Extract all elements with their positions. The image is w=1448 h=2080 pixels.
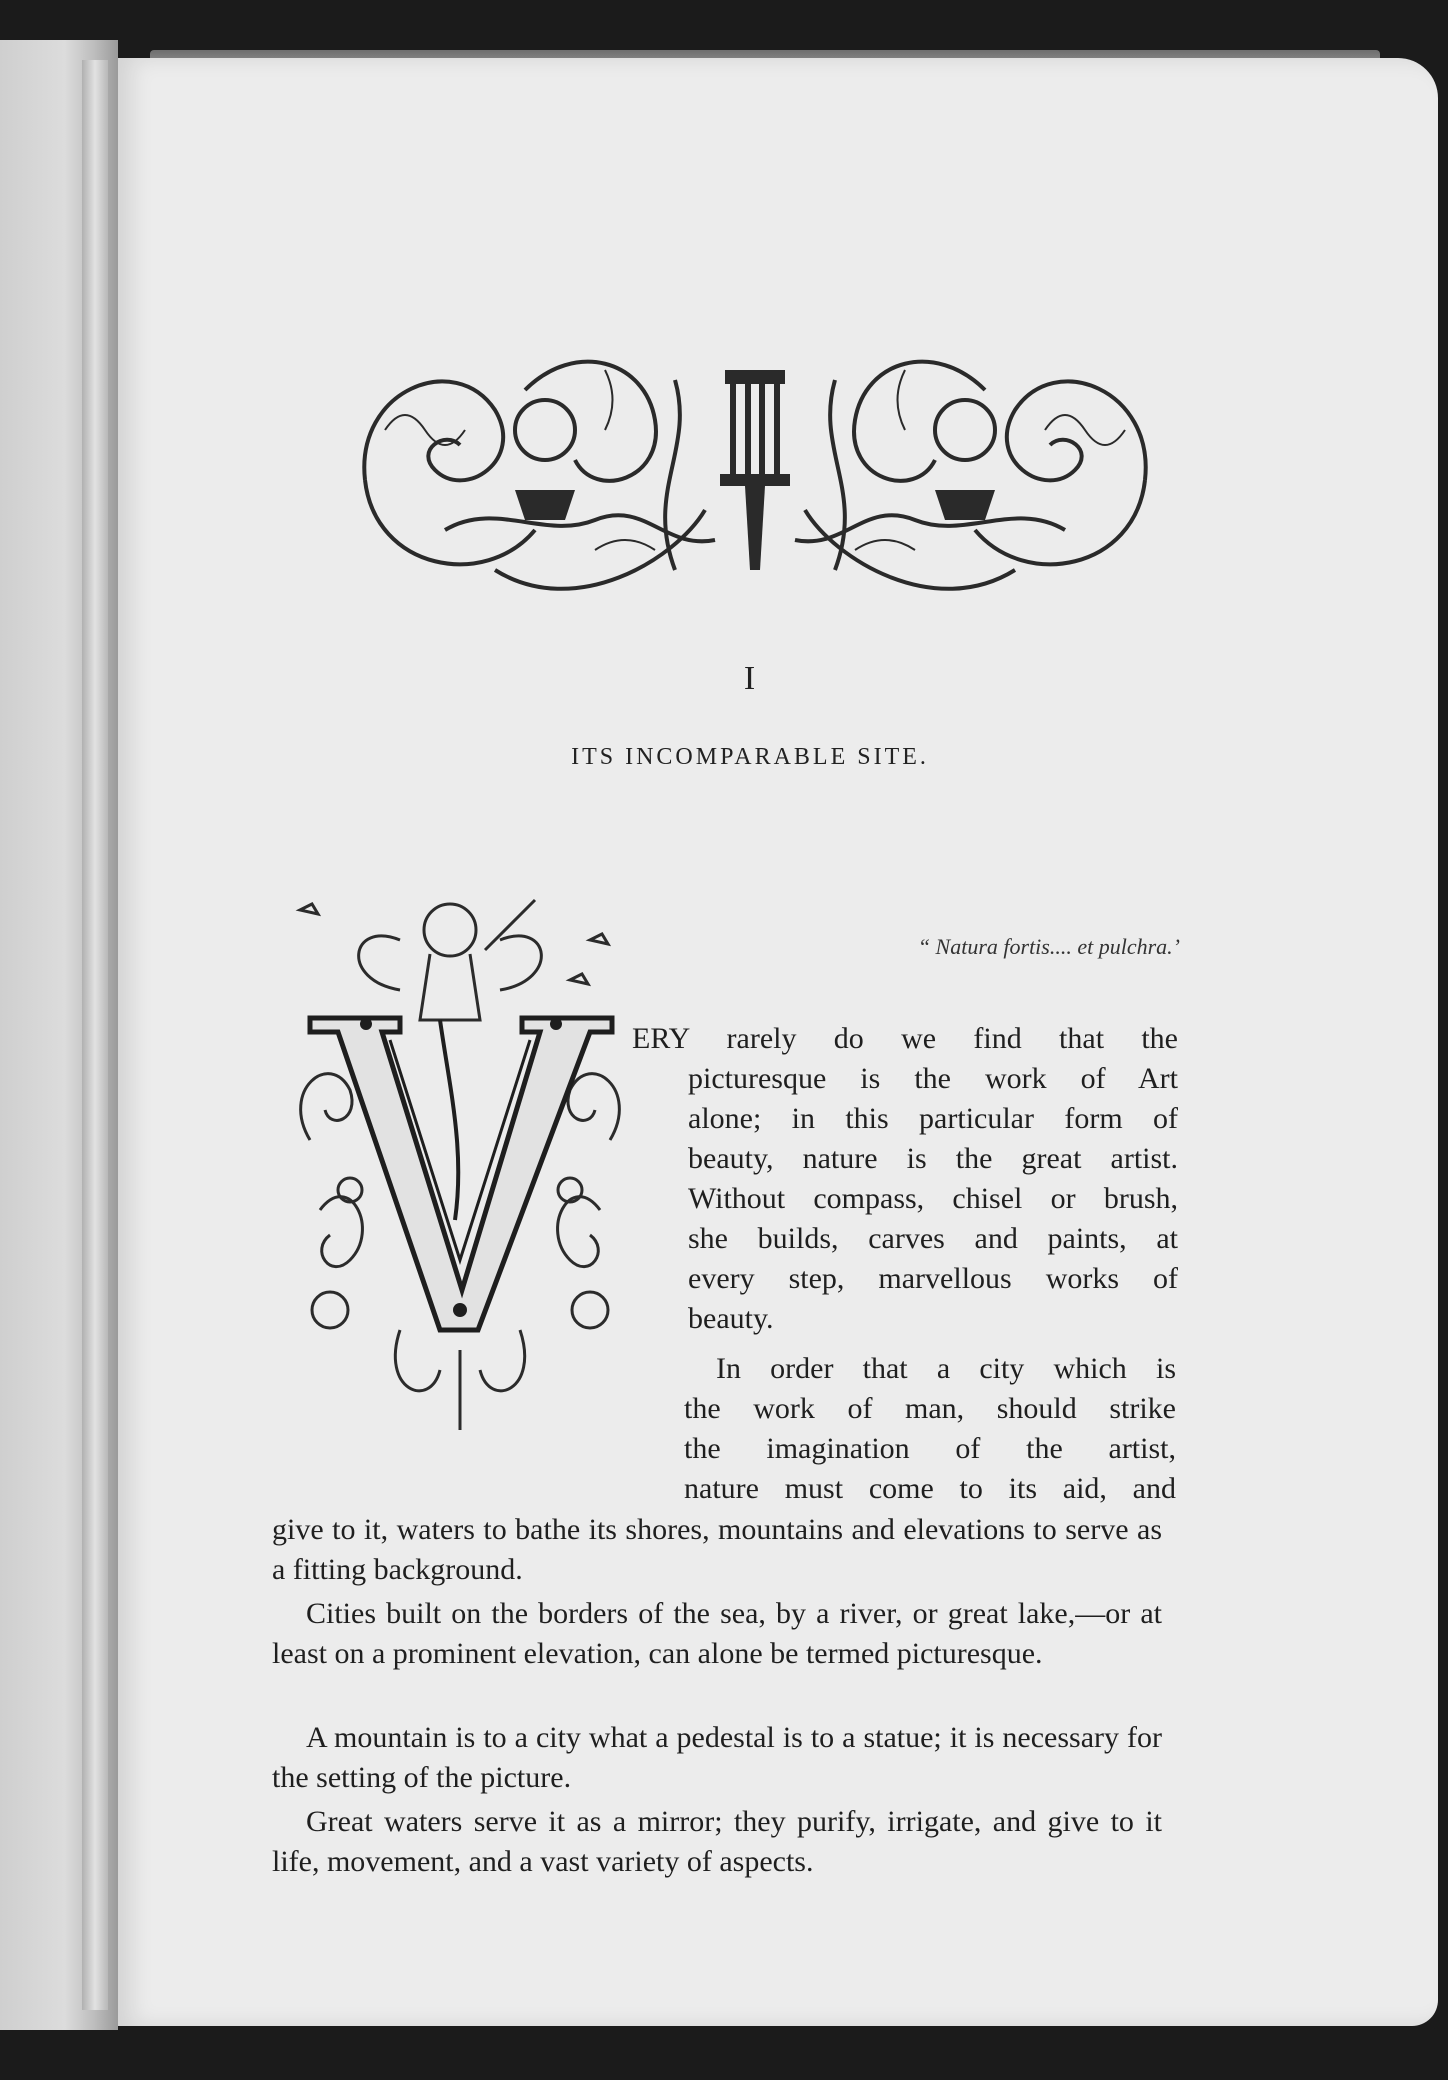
text-line: alone; in this particular form of — [688, 1102, 1178, 1135]
chapter-number: I — [743, 660, 757, 697]
paragraph-text: Great waters serve it as a mirror; they purify, irrigate, and give to it life, movement, and a vast variety of aspects. — [272, 1805, 1162, 1878]
paragraph-text: give to it, waters to bathe its shores, mountains and elevations to serve as a fitting background. — [272, 1513, 1162, 1586]
chapter-title: ITS INCOMPARABLE SITE. — [571, 744, 929, 770]
text-line: the work of man, should strike — [684, 1392, 1176, 1425]
paragraph-2-continuation — [272, 1510, 1162, 1590]
text-line: ERY rarely do we find that the — [632, 1022, 1178, 1055]
text-line: In order that a city which is — [716, 1352, 1176, 1385]
book-gutter — [82, 60, 108, 2010]
paragraph-3 — [272, 1594, 1162, 1674]
epigraph: “ Natura fortis.... et pulchra.’ — [917, 934, 1180, 959]
ornamental-headpiece — [345, 330, 1165, 620]
paragraph-text: Cities built on the borders of the sea, by a river, or great lake,—or at least on a prominent elevation, can alone be termed picturesque. — [272, 1597, 1162, 1670]
paragraph-5 — [272, 1802, 1162, 1882]
text-line: beauty. — [688, 1302, 774, 1335]
drop-cap-letter — [290, 890, 630, 1450]
text-line: Without compass, chisel or brush, — [688, 1182, 1178, 1215]
text-line: nature must come to its aid, and — [684, 1472, 1176, 1505]
text-line: every step, marvellous works of — [688, 1262, 1178, 1295]
text-line: beauty, nature is the great artist. — [688, 1142, 1178, 1175]
facing-page — [0, 40, 118, 2030]
text-line: the imagination of the artist, — [684, 1432, 1176, 1465]
paragraph-text: A mountain is to a city what a pedestal is to a statue; it is necessary for the setting of the picture. — [272, 1721, 1162, 1794]
text-line: she builds, carves and paints, at — [688, 1222, 1178, 1255]
paragraph-4 — [272, 1718, 1162, 1798]
text-line: picturesque is the work of Art — [688, 1062, 1178, 1095]
